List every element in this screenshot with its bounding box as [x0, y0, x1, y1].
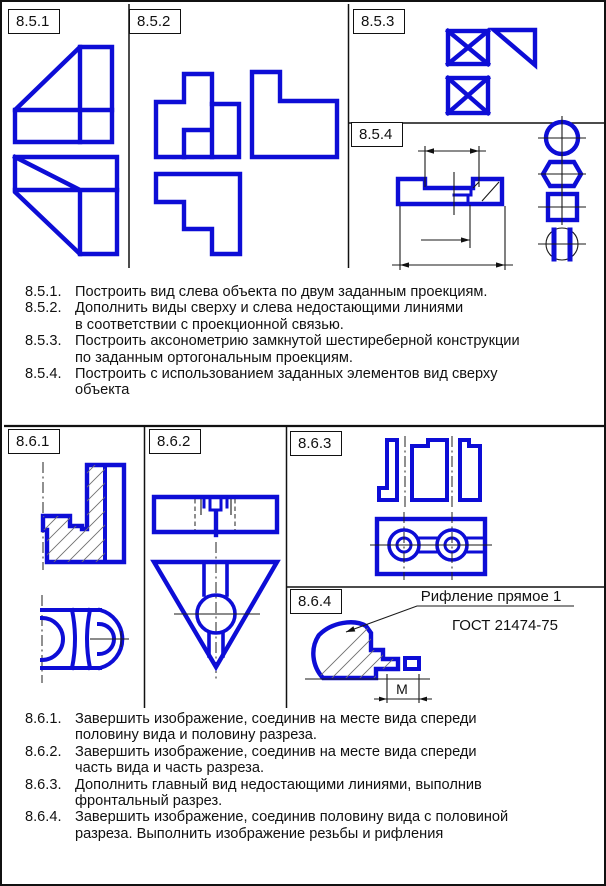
task-861-text-2: половину вида и половину разреза. [75, 727, 317, 744]
task-863-text-1: Дополнить главный вид недостающими линиями, выполнив [75, 776, 482, 793]
knurl-dim-label: М [396, 681, 408, 697]
panel-label-862: 8.6.2 [149, 429, 201, 454]
figure-852-drawing [156, 72, 337, 254]
panel-label-863: 8.6.3 [290, 431, 342, 456]
task-862-text-2: часть вида и часть разреза. [75, 760, 265, 777]
task-853-text-1: Построить аксонометрию замкнутой шестиреберной конструкции [75, 333, 520, 350]
task-863 [25, 777, 600, 810]
task-852-number: 8.5.2. [25, 300, 62, 317]
task-863-text-2: фронтальный разрез. [75, 793, 223, 810]
task-852-text-1: Дополнить виды сверху и слева недостающими линиями [75, 300, 464, 317]
task-853-text-2: по заданным ортогональным проекциям. [75, 349, 353, 366]
task-863-number: 8.6.3. [25, 776, 62, 793]
panel-label-853: 8.5.3 [353, 9, 405, 34]
figure-862-drawing [154, 497, 277, 680]
task-852-text-2: в соответствии с проекционной связью. [75, 316, 344, 333]
figure-863-drawing [370, 436, 492, 580]
task-862-number: 8.6.2. [25, 743, 62, 760]
panel-label-852: 8.5.2 [129, 9, 181, 34]
panel-label-861: 8.6.1 [8, 429, 60, 454]
task-854-text-1: Построить с использованием заданных элементов вид сверху [75, 366, 498, 383]
task-851 [25, 284, 600, 300]
task-852 [25, 300, 600, 333]
task-854 [25, 366, 600, 399]
task-864 [25, 809, 600, 842]
task-853-number: 8.5.3. [25, 333, 62, 350]
task-862 [25, 744, 600, 777]
figure-854-drawing [392, 116, 586, 270]
task-861 [25, 711, 600, 744]
task-851-number: 8.5.1. [25, 284, 62, 300]
figure-853-drawing [448, 30, 535, 113]
task-854-text-2: объекта [75, 382, 130, 399]
task-862-text-1: Завершить изображение, соединив на месте вида спереди [75, 743, 477, 760]
task-861-text-1: Завершить изображение, соединив на месте вида спереди [75, 711, 477, 727]
task-851-text: Построить вид слева объекта по двум заданным проекциям. [75, 284, 488, 300]
figure-851-drawing [15, 47, 117, 254]
task-list-86 [25, 711, 600, 842]
task-864-text-2: разреза. Выполнить изображение резьбы и рифления [75, 825, 444, 842]
panel-label-864: 8.6.4 [290, 589, 342, 614]
task-861-number: 8.6.1. [25, 711, 62, 727]
task-864-number: 8.6.4. [25, 809, 62, 826]
knurl-callout-gost: ГОСТ 21474-75 [451, 617, 558, 634]
figure-861-drawing [2, 458, 200, 683]
task-854-number: 8.5.4. [25, 366, 62, 383]
task-list-85 [25, 284, 600, 399]
task-864-text-1: Завершить изображение, соединив половину вида с половиной [75, 809, 509, 826]
task-853 [25, 333, 600, 366]
panel-label-854: 8.5.4 [351, 122, 403, 147]
knurl-callout-title: Рифление прямое 1 [420, 588, 562, 605]
panel-label-851: 8.5.1 [8, 9, 60, 34]
